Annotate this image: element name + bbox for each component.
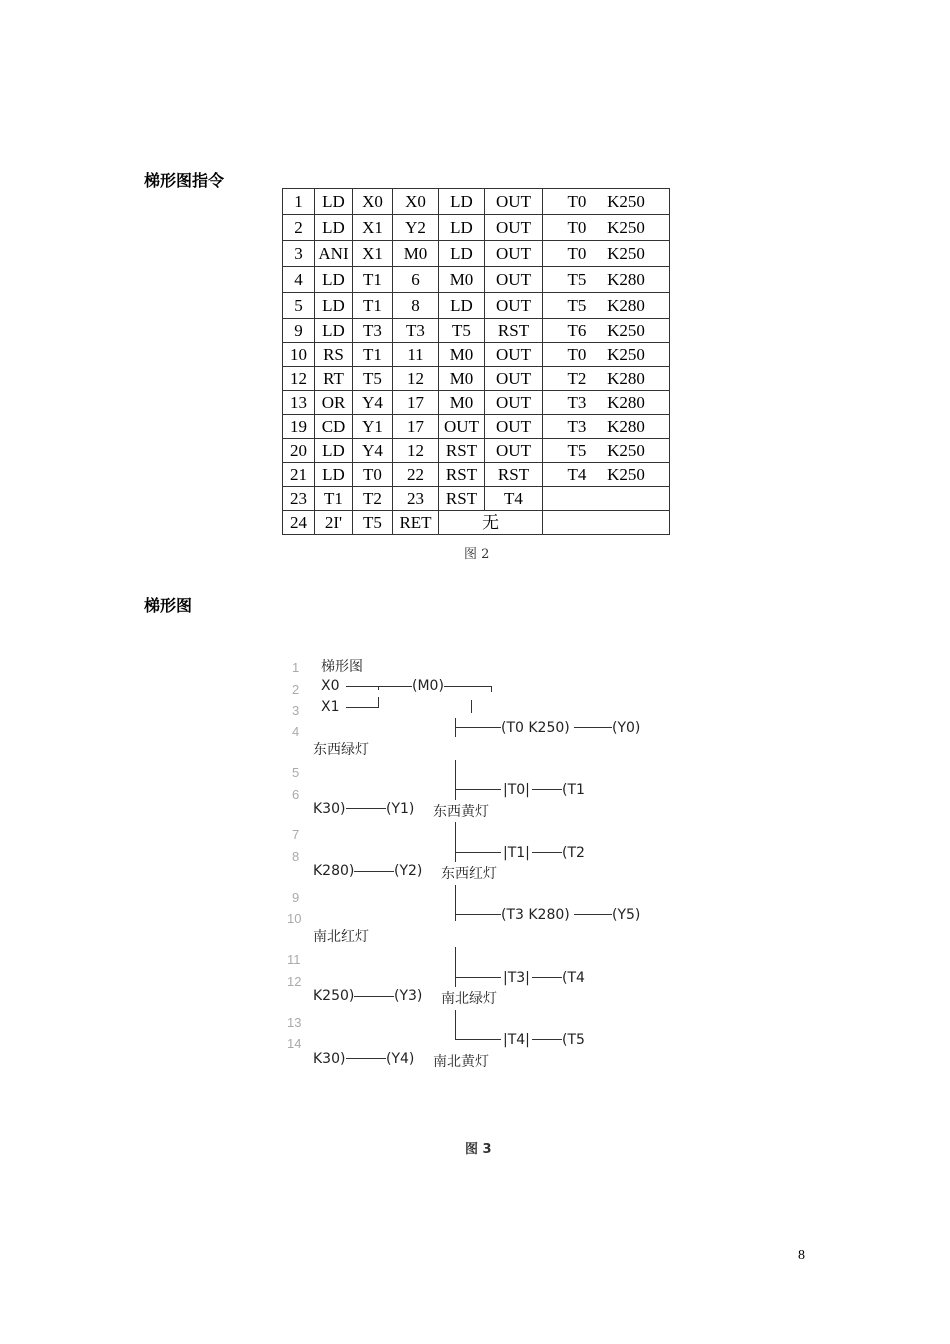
coil-y2: (Y2) xyxy=(394,863,423,879)
wire xyxy=(455,852,501,853)
preset-k280: K280) xyxy=(313,863,355,879)
contact-t4: |T4| xyxy=(503,1032,530,1048)
contact-t3: |T3| xyxy=(503,970,530,986)
contact-t1: |T1| xyxy=(503,845,530,861)
table-cell: 1 xyxy=(283,189,315,215)
table-cell: OUT xyxy=(485,215,543,241)
coil-y4: (Y4) xyxy=(386,1051,415,1067)
table-cell: T1 xyxy=(353,343,393,367)
timer-preset: K250 xyxy=(607,191,645,211)
table-cell: T4 xyxy=(485,487,543,511)
table-cell: T3 xyxy=(393,319,439,343)
timer-name: T5 xyxy=(567,295,587,315)
table-cell: 11 xyxy=(393,343,439,367)
table-cell: 9 xyxy=(283,319,315,343)
wire xyxy=(455,885,456,921)
wire xyxy=(455,760,456,800)
timer-preset: K250 xyxy=(607,440,645,460)
wire xyxy=(346,707,379,708)
table-cell: X0 xyxy=(393,189,439,215)
label-ew-red: 东西红灯 xyxy=(441,866,497,882)
coil-t3: (T3 K280) xyxy=(501,907,570,923)
wire xyxy=(491,686,492,692)
wire xyxy=(346,686,412,687)
timer-preset: K250 xyxy=(607,243,645,263)
coil-t2: (T2 xyxy=(562,845,585,861)
table-cell: RST xyxy=(485,319,543,343)
table-cell: T3 xyxy=(353,319,393,343)
wire xyxy=(346,1058,386,1059)
table-cell: OUT xyxy=(485,343,543,367)
coil-y1: (Y1) xyxy=(386,801,415,817)
table-cell: Y2 xyxy=(393,215,439,241)
wire xyxy=(378,697,379,708)
table-cell: RST xyxy=(439,463,485,487)
table-cell: 5 xyxy=(283,293,315,319)
contact-x1: X1 xyxy=(321,699,340,715)
table-cell: 20 xyxy=(283,439,315,463)
timer-name: T2 xyxy=(567,368,587,388)
line-number: 2 xyxy=(292,682,300,697)
table-cell: M0 xyxy=(439,343,485,367)
table-cell: T1 xyxy=(353,293,393,319)
timer-name: T0 xyxy=(567,243,587,263)
timer-name: T3 xyxy=(567,392,587,412)
table-cell: 22 xyxy=(393,463,439,487)
table-cell: OUT xyxy=(485,267,543,293)
table-cell: M0 xyxy=(439,391,485,415)
table-cell: RS xyxy=(315,343,353,367)
table-cell: 17 xyxy=(393,391,439,415)
wire xyxy=(532,1039,562,1040)
coil-t5: (T5 xyxy=(562,1032,585,1048)
table-cell: 24 xyxy=(283,511,315,535)
table-cell: RET xyxy=(393,511,439,535)
wire xyxy=(532,789,562,790)
table-cell: 3 xyxy=(283,241,315,267)
table-cell: 19 xyxy=(283,415,315,439)
table-cell: LD xyxy=(439,215,485,241)
preset-k30: K30) xyxy=(313,801,346,817)
line-number: 11 xyxy=(287,952,301,967)
table-cell: 2 xyxy=(283,215,315,241)
label-ew-yellow: 东西黄灯 xyxy=(433,804,489,820)
line-number: 1 xyxy=(292,660,300,675)
table-cell: RT xyxy=(315,367,353,391)
wire xyxy=(346,808,386,809)
table-cell: Y4 xyxy=(353,391,393,415)
table-cell: 10 xyxy=(283,343,315,367)
wire xyxy=(455,1010,456,1040)
timer-preset: K250 xyxy=(607,217,645,237)
table-cell: T1 xyxy=(315,487,353,511)
timer-preset: K280 xyxy=(607,368,645,388)
table-cell: 17 xyxy=(393,415,439,439)
label-ns-green: 南北绿灯 xyxy=(441,991,497,1007)
table-cell: 12 xyxy=(283,367,315,391)
timer-name: T5 xyxy=(567,269,587,289)
coil-t1: (T1 xyxy=(562,782,585,798)
contact-t0: |T0| xyxy=(503,782,530,798)
page-number: 8 xyxy=(798,1248,805,1263)
wire xyxy=(455,822,456,862)
table-cell: RST xyxy=(485,463,543,487)
line-number: 12 xyxy=(287,974,302,989)
table-cell: Y4 xyxy=(353,439,393,463)
table-cell: Y1 xyxy=(353,415,393,439)
coil-y5: (Y5) xyxy=(612,907,641,923)
table-cell: T1 xyxy=(353,267,393,293)
table-cell: 6 xyxy=(393,267,439,293)
table-cell: ANI xyxy=(315,241,353,267)
wire xyxy=(455,977,501,978)
coil-t4: (T4 xyxy=(562,970,585,986)
table-cell: OUT xyxy=(485,439,543,463)
ladder-heading: 梯形图 xyxy=(144,596,193,615)
wire xyxy=(455,727,501,728)
line-number: 7 xyxy=(292,827,300,842)
table-cell: OUT xyxy=(485,391,543,415)
timer-name: T3 xyxy=(567,416,587,436)
table-cell: X1 xyxy=(353,241,393,267)
line-number: 8 xyxy=(292,849,300,864)
wire xyxy=(532,977,562,978)
wire xyxy=(455,789,501,790)
table-cell: OUT xyxy=(485,415,543,439)
wire xyxy=(455,947,456,987)
table-cell: T2 xyxy=(353,487,393,511)
wire xyxy=(455,1039,501,1040)
timer-name: T5 xyxy=(567,440,587,460)
wire xyxy=(574,727,612,728)
table-cell: M0 xyxy=(393,241,439,267)
line-number: 9 xyxy=(292,890,300,905)
coil-y0: (Y0) xyxy=(612,720,641,736)
table-cell: LD xyxy=(315,319,353,343)
line-number: 5 xyxy=(292,765,300,780)
table-cell: 23 xyxy=(393,487,439,511)
timer-name: T0 xyxy=(567,191,587,211)
table-cell: T5 xyxy=(353,367,393,391)
wire xyxy=(471,700,472,713)
timer-name: T4 xyxy=(567,464,587,484)
table-cell: LD xyxy=(439,189,485,215)
table-cell: RST xyxy=(439,439,485,463)
table-cell: LD xyxy=(315,267,353,293)
table-cell: LD xyxy=(439,241,485,267)
table-cell: T5 xyxy=(353,511,393,535)
label-ns-red: 南北红灯 xyxy=(313,929,369,945)
preset-k30: K30) xyxy=(313,1051,346,1067)
wire xyxy=(354,871,394,872)
table-cell: X1 xyxy=(353,215,393,241)
table-cell: OR xyxy=(315,391,353,415)
wire xyxy=(444,686,492,687)
table-cell: LD xyxy=(439,293,485,319)
figure-3-caption: 图 3 xyxy=(465,1142,492,1157)
table-cell: 8 xyxy=(393,293,439,319)
timer-preset: K250 xyxy=(607,344,645,364)
line-number: 4 xyxy=(292,724,300,739)
wire xyxy=(574,914,612,915)
table-cell: 4 xyxy=(283,267,315,293)
wire xyxy=(378,686,379,690)
contact-x0: X0 xyxy=(321,678,340,694)
timer-preset: K280 xyxy=(607,295,645,315)
instructions-heading: 梯形图指令 xyxy=(144,171,225,190)
table-cell: T5 xyxy=(439,319,485,343)
line-number: 10 xyxy=(287,911,302,926)
table-cell: 23 xyxy=(283,487,315,511)
table-cell: 12 xyxy=(393,439,439,463)
wire xyxy=(455,914,501,915)
timer-preset: K250 xyxy=(607,320,645,340)
table-cell: LD xyxy=(315,463,353,487)
line-number: 3 xyxy=(292,703,300,718)
wire xyxy=(354,996,394,997)
table-cell: 13 xyxy=(283,391,315,415)
timer-name: T0 xyxy=(567,217,587,237)
preset-k250: K250) xyxy=(313,988,355,1004)
table-cell: LD xyxy=(315,215,353,241)
figure-2-caption: 图 2 xyxy=(464,547,490,562)
wire xyxy=(532,852,562,853)
table-cell: OUT xyxy=(485,189,543,215)
table-cell: 21 xyxy=(283,463,315,487)
table-cell: 12 xyxy=(393,367,439,391)
timer-name: T0 xyxy=(567,344,587,364)
label-ns-yellow: 南北黄灯 xyxy=(433,1054,489,1070)
table-cell: LD xyxy=(315,189,353,215)
ladder-title: 梯形图 xyxy=(321,659,363,675)
table-cell: CD xyxy=(315,415,353,439)
table-cell: OUT xyxy=(485,241,543,267)
timer-preset: K280 xyxy=(607,269,645,289)
line-number: 6 xyxy=(292,787,300,802)
table-cell: RST xyxy=(439,487,485,511)
table-cell: 无 xyxy=(439,511,543,535)
line-number: 14 xyxy=(287,1036,302,1051)
coil-y3: (Y3) xyxy=(394,988,423,1004)
table-cell: M0 xyxy=(439,267,485,293)
table-cell: T0 xyxy=(353,463,393,487)
table-cell: OUT xyxy=(439,415,485,439)
table-cell: LD xyxy=(315,293,353,319)
table-cell: OUT xyxy=(485,367,543,391)
line-number: 13 xyxy=(287,1015,302,1030)
table-cell: X0 xyxy=(353,189,393,215)
label-ew-green: 东西绿灯 xyxy=(313,742,369,758)
table-cell: OUT xyxy=(485,293,543,319)
table-cell: LD xyxy=(315,439,353,463)
table-cell: M0 xyxy=(439,367,485,391)
coil-t0: (T0 K250) xyxy=(501,720,570,736)
timer-name: T6 xyxy=(567,320,587,340)
timer-preset: K280 xyxy=(607,392,645,412)
coil-m0: (M0) xyxy=(412,678,444,694)
timer-preset: K280 xyxy=(607,416,645,436)
timer-preset: K250 xyxy=(607,464,645,484)
table-cell: 2I' xyxy=(315,511,353,535)
